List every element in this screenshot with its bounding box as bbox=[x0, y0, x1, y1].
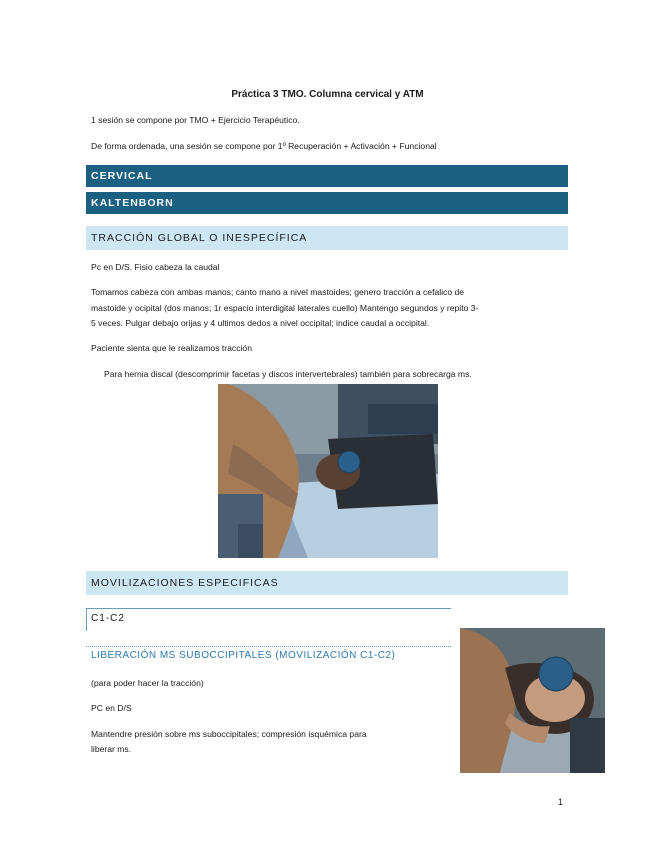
suboccipital-release-photo bbox=[460, 628, 605, 773]
intro-text-1: 1 sesión se compone por TMO + Ejercicio Terapéutico. bbox=[91, 115, 300, 125]
heading-kaltenborn: KALTENBORN bbox=[86, 192, 568, 214]
heading-c1c2: C1-C2 bbox=[91, 613, 125, 624]
page-number: 1 bbox=[558, 797, 564, 807]
heading-liberacion: LIBERACIÓN MS SUBOCCIPITALES (MOVILIZACIÓN C1-C2) bbox=[91, 650, 396, 661]
heading-divider bbox=[86, 187, 568, 190]
traccion-position-text: Pc en D/S. Fisio cabeza la caudal bbox=[91, 262, 220, 272]
heading-traccion: TRACCIÓN GLOBAL O INESPECÍFICA bbox=[86, 226, 568, 250]
traccion-description-line1: Tomamos cabeza con ambas manos; canto mano a nivel mastoides; genero tracción a cefalico de bbox=[91, 287, 465, 297]
c1c2-left-rule bbox=[86, 609, 87, 631]
liberacion-top-rule bbox=[86, 646, 451, 647]
heading-movilizaciones: MOVILIZACIONES ESPECIFICAS bbox=[86, 571, 568, 595]
traccion-description-line3: 5 veces. Pulgar debajo orijas y 4 ultimos dedos a nivel occipital; indice caudal a occipital. bbox=[91, 318, 430, 328]
liberacion-description-line2: liberar ms. bbox=[91, 744, 132, 754]
liberacion-purpose-text: (para poder hacer la tracción) bbox=[91, 678, 204, 688]
traccion-indication-text: Para hernia discal (descomprimir facetas y discos intervertebrales) también para sobrecarga ms. bbox=[104, 369, 472, 379]
c1c2-top-rule bbox=[86, 608, 451, 609]
heading-cervical: CERVICAL bbox=[86, 165, 568, 187]
liberacion-description-line1: Mantendre presión sobre ms suboccipitales; compresión isquémica para bbox=[91, 729, 367, 739]
page-title: Práctica 3 TMO. Columna cervical y ATM bbox=[231, 89, 424, 100]
traction-technique-photo bbox=[218, 384, 438, 558]
traccion-description-line2: mastoide y ocipital (dos manos; 1r espacio interdigital laterales cuello) Mantengo segundos y repito 3- bbox=[91, 303, 479, 313]
intro-text-2: De forma ordenada, una sesión se compone por 1º Recuperación + Activación + Funcional bbox=[91, 141, 437, 151]
liberacion-position-text: PC en D/S bbox=[91, 703, 132, 713]
traccion-feedback-text: Paciente sienta que le realizamos tracción bbox=[91, 343, 252, 353]
